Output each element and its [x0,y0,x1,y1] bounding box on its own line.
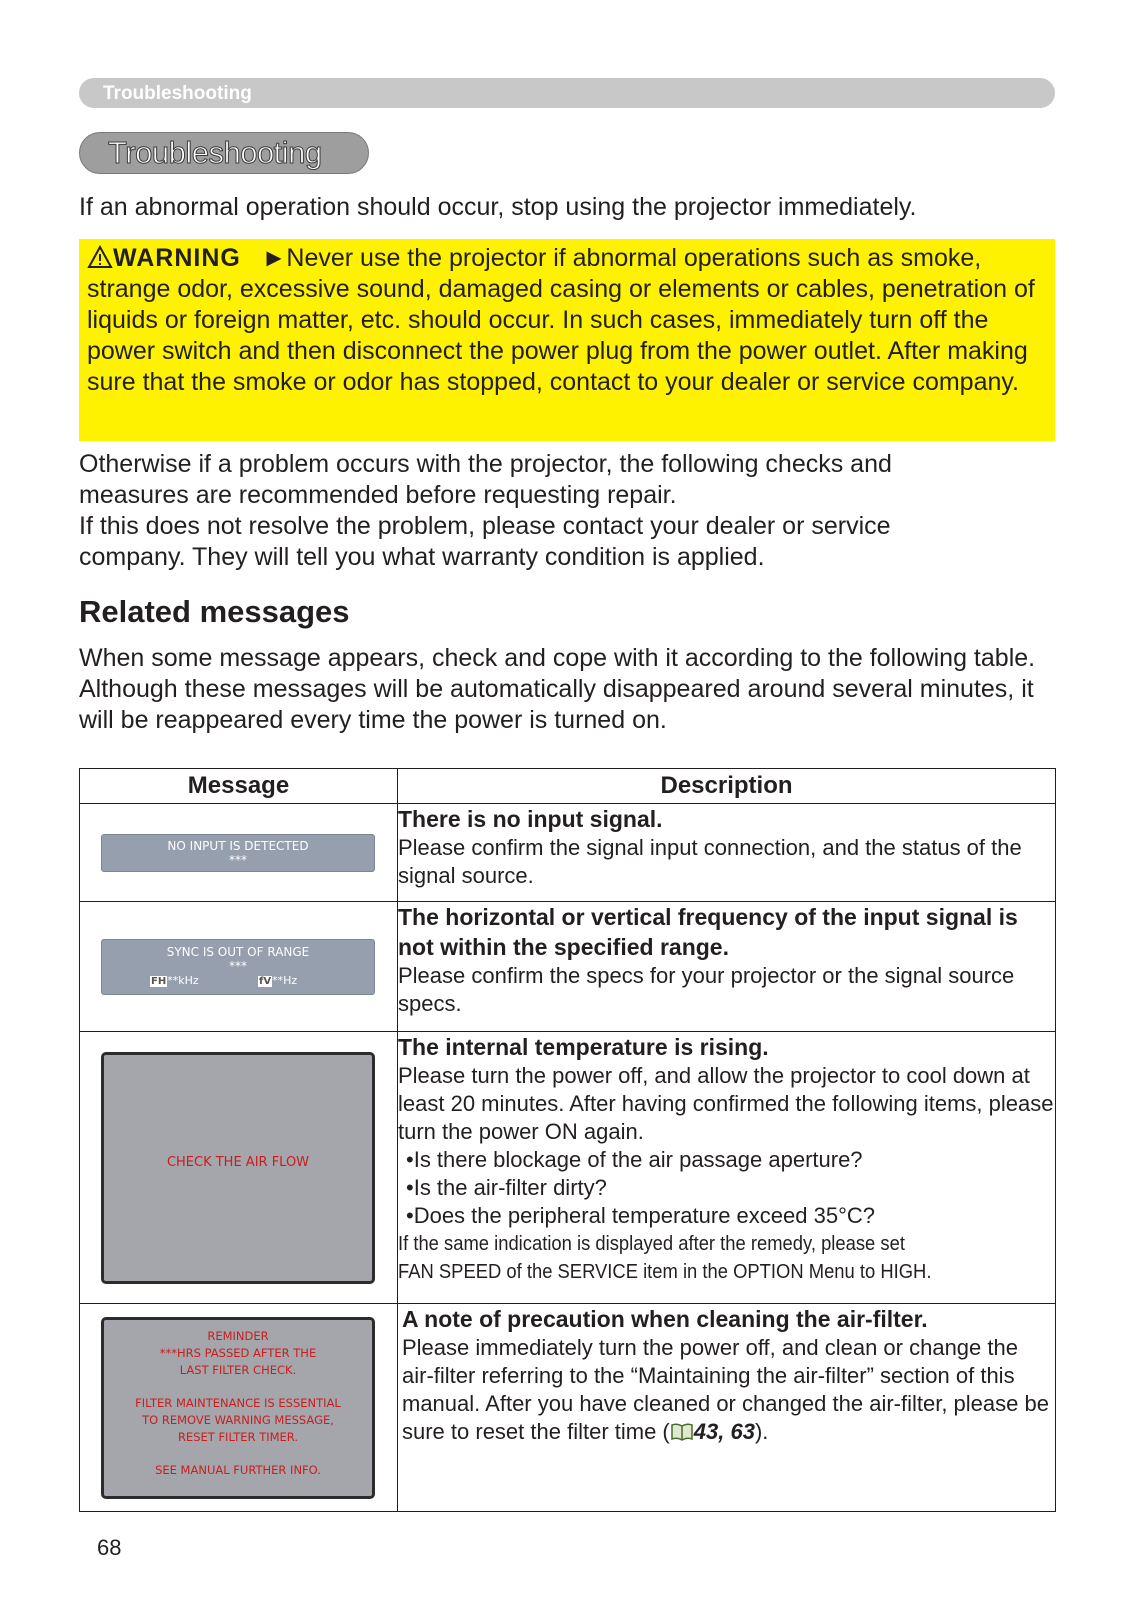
osd-text: SEE MANUAL FURTHER INFO. [155,1462,321,1477]
osd-text: TO REMOVE WARNING MESSAGE, [142,1412,334,1427]
osd-fh-value: **kHz [167,973,199,987]
page-number: 68 [97,1535,122,1560]
description-body: Please turn the power off, and allow the projector to cool down at least 20 minutes. After having confirmed the following items, please turn the power ON again. [398,1063,1054,1144]
osd-fv-value: **Hz [272,973,298,987]
osd-text: *** [229,958,247,973]
osd-no-input [101,834,375,872]
osd-text: CHECK THE AIR FLOW [166,1154,310,1170]
contact-paragraph: If this does not resolve the problem, please contact your dealer or service company. They will tell you what warranty condition is applied. [79,512,891,571]
message-cell [80,804,398,902]
osd-text: FILTER MAINTENANCE IS ESSENTIAL [135,1395,341,1410]
table-row [80,1304,1056,1512]
osd-sync-out-of-range [101,939,375,995]
warning-box [79,239,1055,441]
description-title: The horizontal or vertical frequency of the input signal is not within the specified range. [398,904,1018,960]
section-label: Troubleshooting [103,83,252,104]
page-reference[interactable]: 43, 63 [693,1419,755,1444]
description-text: ). [754,1419,769,1444]
fan-speed-note: If the same indication is displayed after the remedy, please set [398,1233,905,1255]
description-body: Please confirm the signal input connection, and the status of the signal source. [398,835,1022,888]
osd-text: NO INPUT IS DETECTED [167,838,309,853]
osd-text: REMINDER [207,1328,269,1343]
book-icon [670,1422,694,1442]
description-title: A note of precaution when cleaning the air-filter. [402,1306,928,1332]
table-row [80,1032,1056,1304]
related-messages-heading: Related messages [79,594,350,629]
list-item: • Does the peripheral temperature exceed 35°C? [406,1202,1055,1230]
osd-text: *** [229,852,247,867]
description-title: The internal temperature is rising. [398,1034,769,1060]
page-title: Troubleshooting [108,135,322,170]
description-body: Please confirm the specs for your projector or the signal source specs. [398,963,1015,1016]
col-description-header: Description [398,769,1056,804]
osd-text: ***HRS PASSED AFTER THE [159,1345,317,1360]
description-cell [398,902,1056,1032]
related-intro: When some message appears, check and cope with it according to the following table. Although these messages will be automatically disappeared around several minutes, it will be reappeared every time the power is turned on. [79,644,1036,734]
description-cell [398,804,1056,902]
list-item: • Is the air-filter dirty? [406,1174,1055,1202]
description-cell [398,1032,1056,1304]
messages-table [79,768,1056,1512]
fan-speed-note: FAN SPEED of the SERVICE item in the OPTION Menu to HIGH. [398,1261,932,1283]
list-item: • Is there blockage of the air passage aperture? [406,1146,1055,1174]
fh-icon: FH [151,975,167,987]
message-cell [80,1304,398,1512]
message-cell [80,902,398,1032]
description-title: There is no input signal. [398,806,663,832]
osd-check-air-flow [101,1052,375,1284]
warning-text-line1: ►Never use the projector if abnormal operations such as [261,244,894,272]
osd-text: SYNC IS OUT OF RANGE [166,944,310,959]
osd-text: RESET FILTER TIMER. [177,1429,299,1444]
description-text: Please immediately turn the power off, and clean or change the air-filter referring to the “Maintaining the air-filter” section of this manual. After you have cleaned or changed the air-filter, please be sure to reset the filter time ( [402,1335,1049,1444]
section-header-bar [79,78,1055,108]
col-message-header: Message [80,769,398,804]
osd-filter-reminder [101,1317,375,1499]
osd-fv [258,974,297,987]
table-header-row [80,769,1056,804]
otherwise-paragraph: Otherwise if a problem occurs with the projector, the following checks and measures are recommended before requesting repair. [79,450,892,509]
intro-text: If an abnormal operation should occur, stop using the projector immediately. [79,193,917,221]
page-title-pill [79,132,369,174]
table-row [80,804,1056,902]
checklist [398,1146,1055,1230]
fv-icon: fV [259,975,272,987]
osd-fh [150,974,199,987]
message-cell [80,1032,398,1304]
warning-triangle-icon [87,245,113,269]
warning-label: WARNING [113,244,241,272]
description-body [402,1334,1055,1446]
description-cell [398,1304,1056,1512]
osd-text: LAST FILTER CHECK. [179,1362,297,1377]
warning-text: smoke, strange odor, excessive sound, damaged casing or elements or cables, penetration of liquids or foreign matter, etc. should occur. In such cases, immediately turn off the power switch and then disconnect the power plug from the power outlet. After making sure that the smoke or odor has stopped, contact to your dealer or service company. [87,244,1035,396]
table-row [80,902,1056,1032]
